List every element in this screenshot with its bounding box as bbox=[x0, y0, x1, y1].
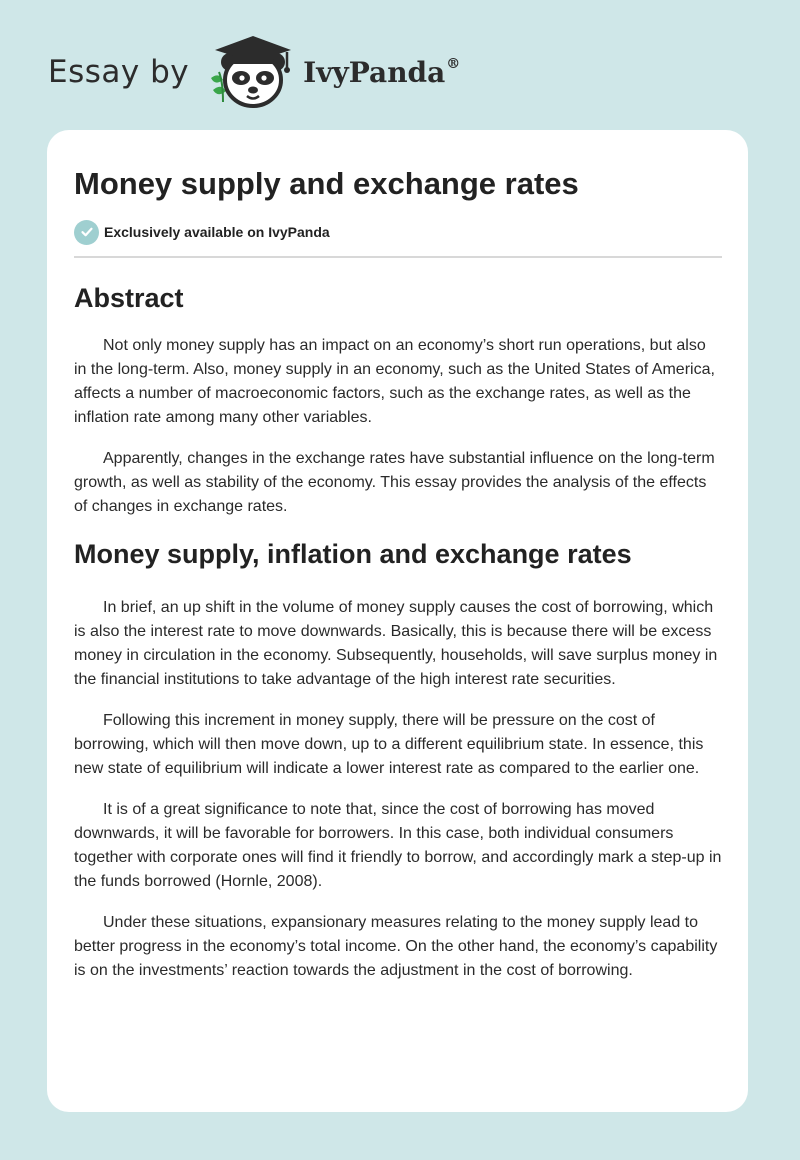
page-title: Money supply and exchange rates bbox=[74, 166, 579, 201]
paragraph: Under these situations, expansionary measures relating to the money supply lead to better progress in the economy’s total income. On the other hand, the economy’s capability is on the investments’ reaction towards the adjustment in the cost of borrowing. bbox=[74, 914, 718, 979]
section-money-supply bbox=[74, 536, 722, 983]
badge-label: Exclusively available on IvyPanda bbox=[104, 224, 330, 240]
section-heading: Money supply, inflation and exchange rates bbox=[74, 539, 632, 569]
paragraph: Not only money supply has an impact on an economy’s short run operations, but also in the long-term. Also, money supply in an economy, such as the United States of America, affects a number of macroeconomic factors, such as the exchange rates, as well as the inflation rate among many other variables. bbox=[74, 337, 715, 426]
section-abstract bbox=[74, 280, 722, 519]
article-card bbox=[47, 130, 748, 1112]
paragraph: Apparently, changes in the exchange rates have substantial influence on the long-term growth, as well as stability of the economy. This essay provides the analysis of the effects of changes in exchange rates. bbox=[74, 450, 715, 515]
section-heading: Abstract bbox=[74, 283, 184, 313]
paragraph: It is of a great significance to note that, since the cost of borrowing has moved downwards, it will be favorable for borrowers. In this case, both individual consumers together with corporate ones will find it friendly to borrow, and accordingly mark a step-up in the funds borrowed (Hornle, 2008). bbox=[74, 801, 722, 890]
paragraph: Following this increment in money supply, there will be pressure on the cost of borrowing, which will then move down, up to a different equilibrium state. In essence, this new state of equilibrium will indicate a lower interest rate as compared to the earlier one. bbox=[74, 712, 704, 777]
brand-header bbox=[48, 32, 460, 112]
paragraph: In brief, an up shift in the volume of money supply causes the cost of borrowing, which is also the interest rate to move downwards. Basically, this is because there will be excess money in circulation in the economy. Subsequently, households, will save surplus money in the financial institutions to take advantage of the high interest rate securities. bbox=[74, 599, 718, 688]
panda-graduation-cap-logo-icon bbox=[203, 32, 299, 112]
exclusive-badge bbox=[74, 219, 722, 245]
divider bbox=[74, 256, 722, 258]
brand-name: IvyPanda® bbox=[303, 55, 461, 89]
check-circle-icon bbox=[74, 220, 99, 245]
registered-mark: ® bbox=[446, 55, 461, 72]
brand-prefix: Essay by bbox=[48, 54, 190, 90]
